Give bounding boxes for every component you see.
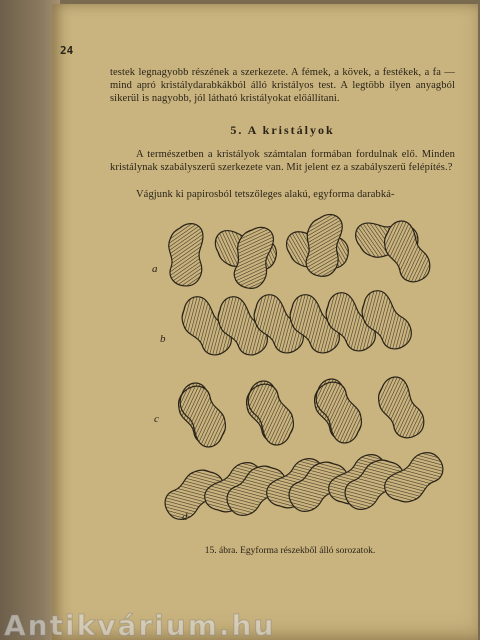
page-number: 24 xyxy=(60,44,74,57)
figure-row-label-b: b xyxy=(160,333,166,345)
figure-row-label-a: a xyxy=(152,263,158,275)
section-title: 5. A kristályok xyxy=(230,123,335,137)
paragraph-intro: testek legnagyobb részének a szerkezete. A fémek, a kövek, a festékek, a fa — mind apró kristálydarabkákból álló kristályos test. A legtöbb ilyen anyagból sikerül is nagyobb, jól látható kristályokat előállítani. xyxy=(110,67,455,104)
figure-row-c xyxy=(172,372,428,452)
figure-row-label-c: c xyxy=(154,413,159,425)
figure-illustration xyxy=(140,210,450,530)
figure-row-b xyxy=(174,284,417,363)
figure-row-label-d: d xyxy=(182,511,188,523)
figure-caption: 15. ábra. Egyforma részekből álló sorozatok. xyxy=(204,546,376,556)
watermark: Antikvárium.hu xyxy=(4,612,276,640)
book-spine-shadow xyxy=(0,0,60,640)
figure-row-d xyxy=(157,447,450,525)
figure-row-a xyxy=(162,210,434,293)
paragraph-crystals: A természetben a kristályok számtalan formában fordulnak elő. Minden kristálynak szabályszerű szerkezete van. Mit jelent ez a szabályszerű felépítés.? xyxy=(110,149,455,173)
figure-crystal-series xyxy=(140,210,450,530)
paragraph-instructions: Vágjunk ki papirosból tetszőleges alakú, egyforma darabká- xyxy=(136,189,395,200)
